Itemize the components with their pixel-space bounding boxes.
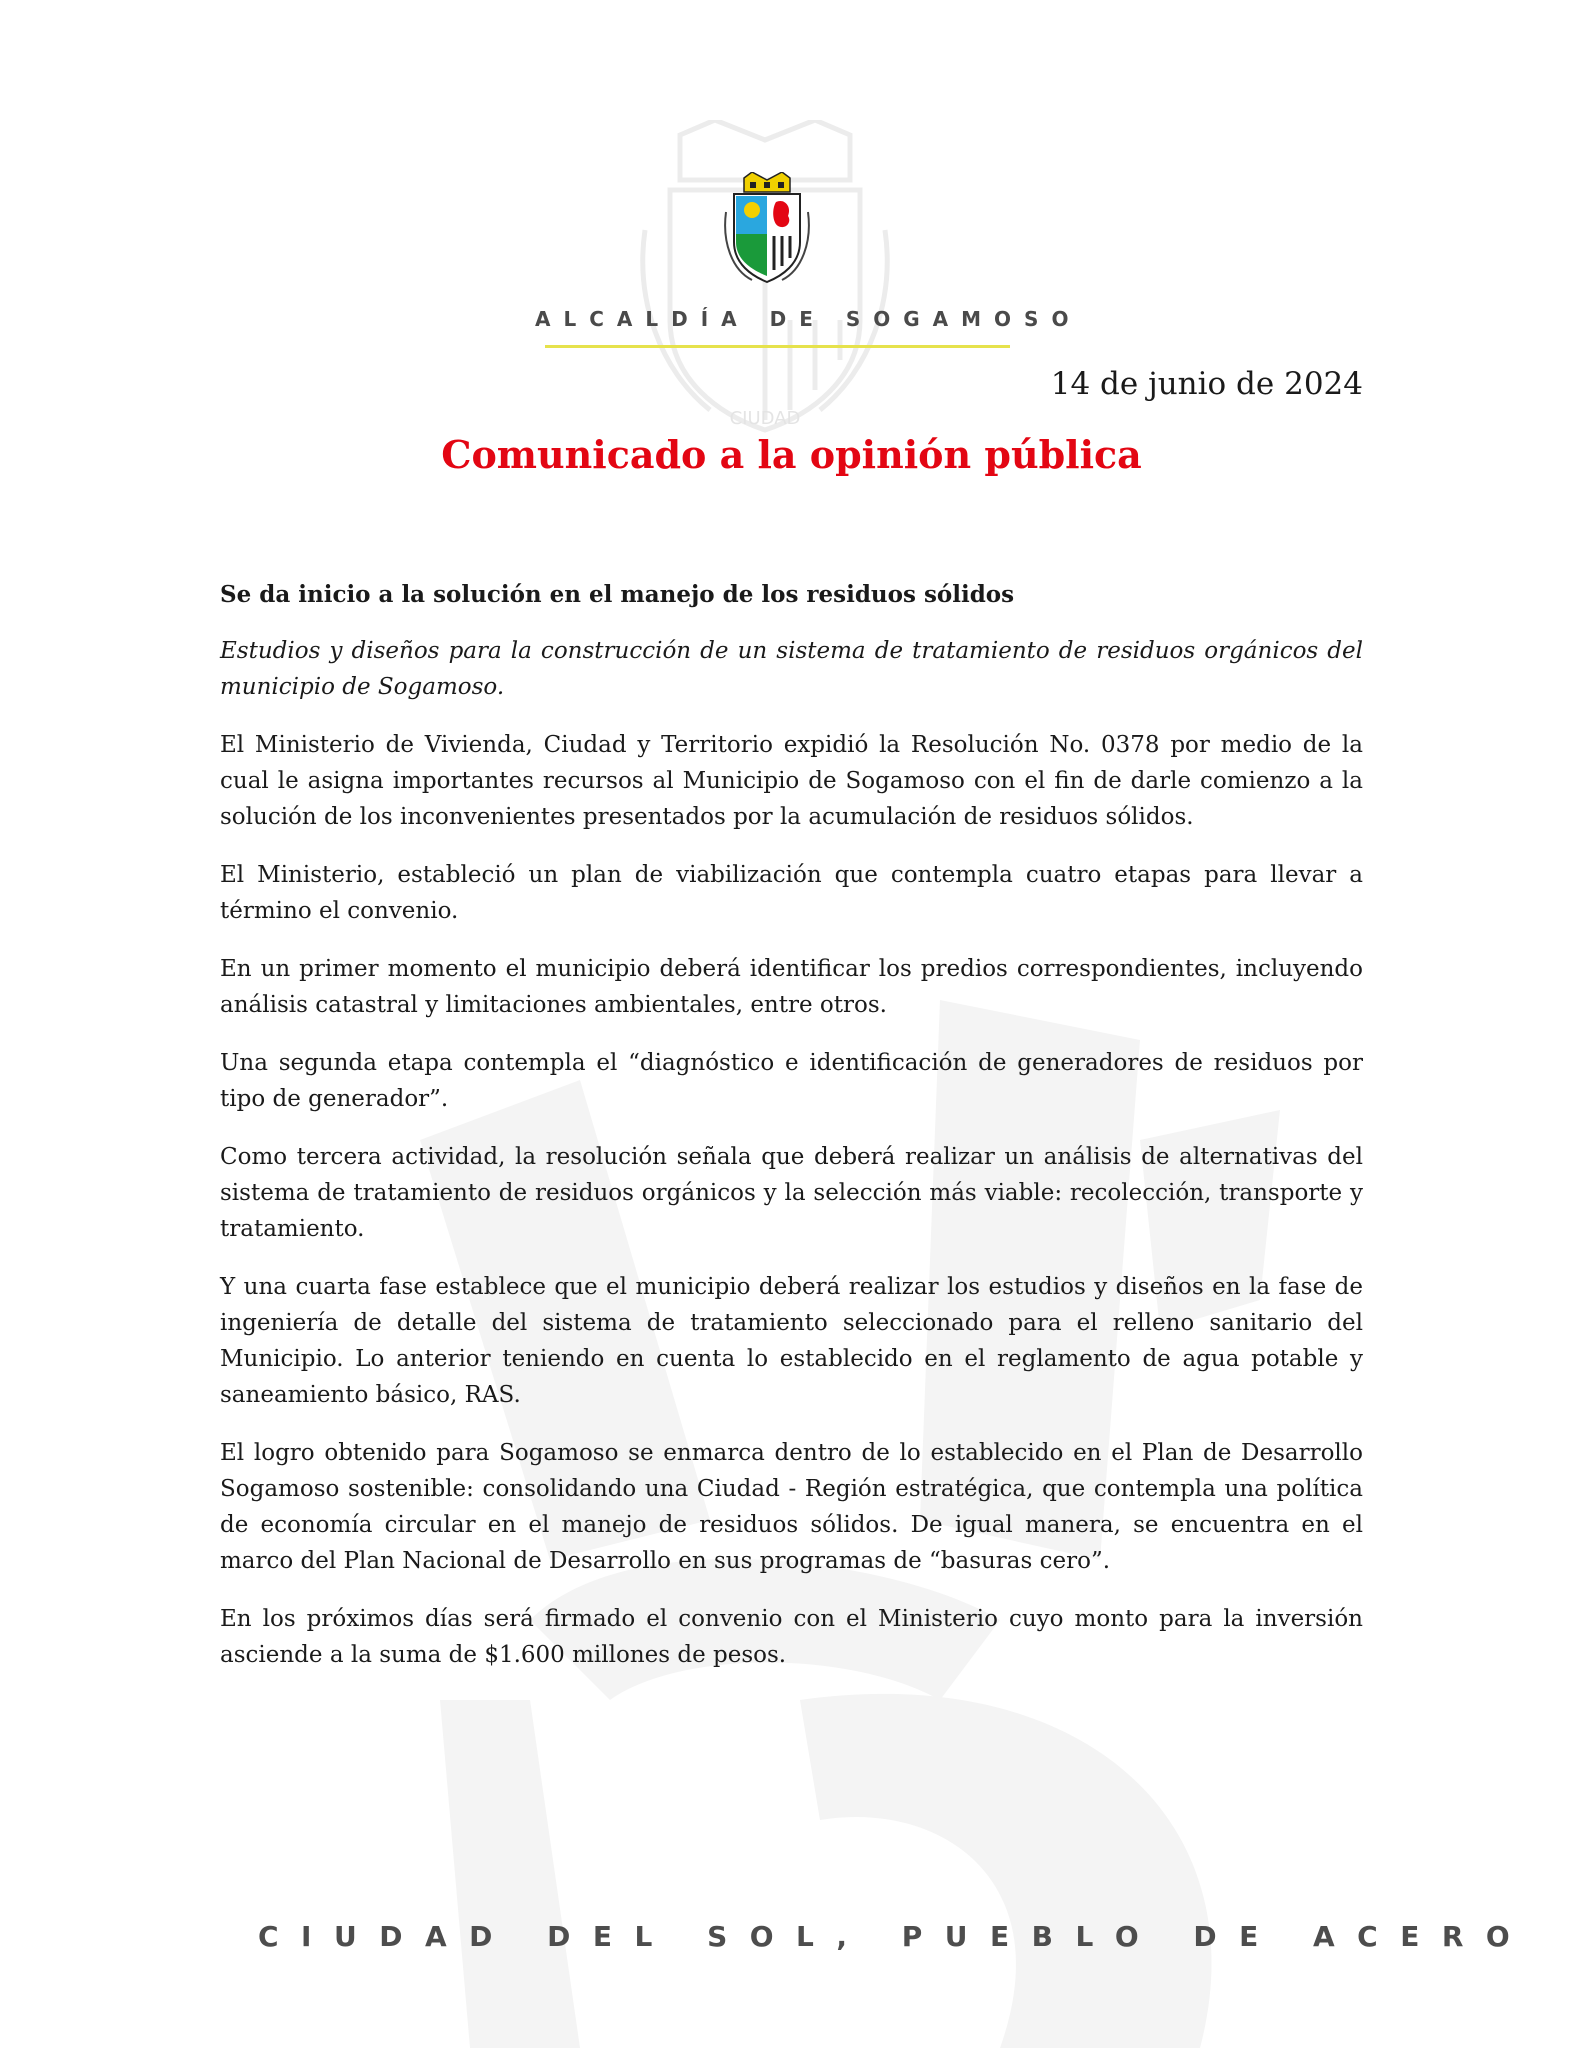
- body-paragraph: El Ministerio, estableció un plan de viabilización que contempla cuatro etapas para llevar a término el convenio.: [220, 862, 1363, 924]
- document-title: Comunicado a la opinión pública: [441, 432, 1142, 477]
- header-underline: [545, 345, 1010, 348]
- body-paragraph: Una segunda etapa contempla el “diagnóstico e identificación de generadores de residuos por tipo de generador”.: [220, 1050, 1363, 1112]
- organization-name: ALCALDÍA DE SOGAMOSO: [535, 307, 1082, 331]
- body-paragraph: En un primer momento el municipio deberá identificar los predios correspondientes, incluyendo análisis catastral y limitaciones ambientales, entre otros.: [220, 956, 1363, 1018]
- body-paragraph: El logro obtenido para Sogamoso se enmarca dentro de lo establecido en el Plan de Desarrollo Sogamoso sostenible: consolidando una Ciudad - Región estratégica, que contempla una política de economía circular en el manejo de residuos sólidos. De igual manera, se encuentra en el marco del Plan Nacional de Desarrollo en sus programas de “basuras cero”.: [220, 1440, 1363, 1574]
- body-paragraph: Y una cuarta fase establece que el municipio deberá realizar los estudios y diseños en la fase de ingeniería de detalle del sistema de tratamiento seleccionado para el relleno sanitario del Municipio. Lo anterior teniendo en cuenta lo establecido en el reglamento de agua potable y saneamiento básico, RAS.: [220, 1274, 1363, 1408]
- section-heading: Se da inicio a la solución en el manejo de los residuos sólidos: [220, 581, 1015, 608]
- coat-of-arms-icon: [722, 172, 812, 284]
- body-paragraph: En los próximos días será firmado el convenio con el Ministerio cuyo monto para la inversión asciende a la suma de $1.600 millones de pesos.: [220, 1606, 1363, 1668]
- section-subheading: Estudios y diseños para la construcción de un sistema de tratamiento de residuos orgánicos del municipio de Sogamoso.: [220, 638, 1363, 700]
- body-paragraph: Como tercera actividad, la resolución señala que deberá realizar un análisis de alternativas del sistema de tratamiento de residuos orgánicos y la selección más viable: recolección, transporte y tratamiento.: [220, 1144, 1363, 1242]
- seal-ring-text: CIUDAD: [729, 408, 801, 429]
- document-body: [220, 577, 1363, 1695]
- body-paragraph: El Ministerio de Vivienda, Ciudad y Territorio expidió la Resolución No. 0378 por medio de la cual le asigna importantes recursos al Municipio de Sogamoso con el fin de darle comienzo a la solución de los inconvenientes presentados por la acumulación de residuos sólidos.: [220, 732, 1363, 830]
- footer-motto: CIUDAD DEL SOL, PUEBLO DE ACERO: [258, 1920, 1533, 1953]
- document-date: 14 de junio de 2024: [1050, 366, 1363, 402]
